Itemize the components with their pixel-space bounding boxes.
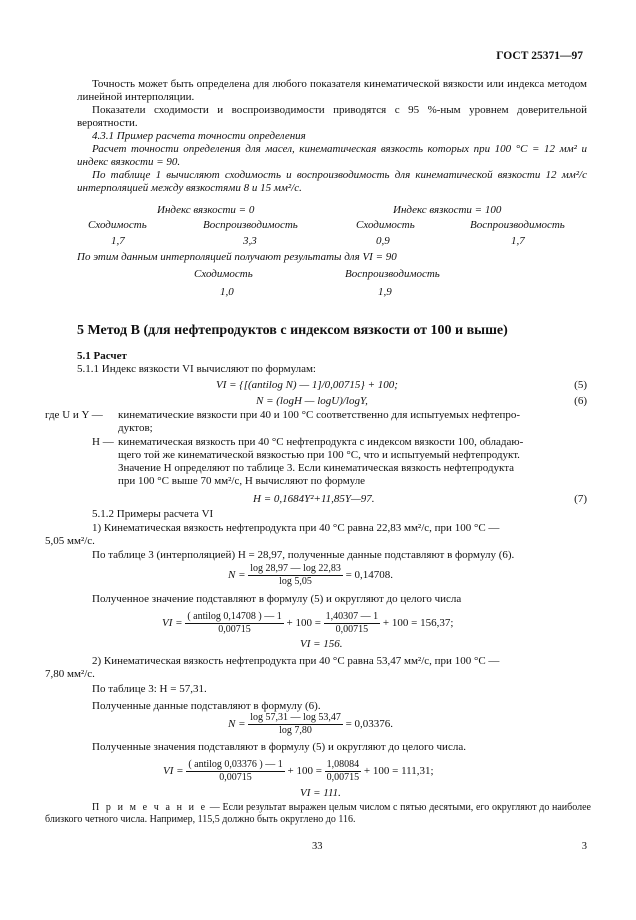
vi-fraction-2 — [325, 759, 362, 784]
section-5-1-2-heading: 5.1.2 Примеры расчета VI — [92, 508, 214, 520]
n-lhs: N = — [228, 569, 246, 582]
table-value-1: 1,7 — [111, 235, 125, 247]
note-text: — Если результат выражен целым числом с пятью десятыми, его округляют до наиболее близкого четного числа. Например, 115,5 должно быть округлено до 116. — [45, 802, 591, 825]
example-1-line-4: Полученное значение подставляют в формулу (5) и округляют до целого числа — [92, 593, 462, 605]
where-h-label: H — — [92, 436, 114, 448]
n-denominator: log 7,80 — [279, 725, 312, 736]
n-fraction — [248, 712, 343, 737]
section-4-3-1-title: 4.3.1 Пример расчета точности определения — [92, 130, 306, 142]
vi-denominator-1: 0,00715 — [218, 624, 251, 635]
section-4-3-1-para-1: Расчет точности определения для масел, кинематическая вязкость которых при 100 °С = 12 мм² и индекс вязкости = 90. — [77, 143, 587, 168]
vi-result: + 100 = 111,31; — [363, 765, 434, 778]
vi-fraction-1 — [185, 611, 283, 636]
example-2-n-formula — [228, 712, 393, 737]
result-value-reproducibility: 1,9 — [378, 286, 392, 298]
note-label: П р и м е ч а н и е — [92, 802, 208, 813]
table-header-reproducibility-1: Воспроизводимость — [203, 219, 298, 231]
table-header-reproducibility-2: Воспроизводимость — [470, 219, 565, 231]
vi-numerator-1: ( antilog 0,03376 ) — 1 — [188, 759, 283, 770]
table-value-4: 1,7 — [511, 235, 525, 247]
vi-middle: + 100 = — [286, 617, 321, 630]
section-5-1-heading: 5.1 Расчет — [77, 350, 127, 362]
vi-numerator-2: 1,40307 — 1 — [325, 611, 379, 622]
table-header-repeatability-2: Сходимость — [356, 219, 415, 231]
n-result: = 0,03376. — [345, 718, 394, 731]
n-lhs: N = — [228, 718, 246, 731]
vi-denominator-2: 0,00715 — [326, 772, 360, 783]
result-value-repeatability: 1,0 — [220, 286, 234, 298]
formula-5: VI = {[(antilog N) — 1]/0,00715} + 100; — [216, 379, 398, 391]
section-5-heading: 5 Метод В (для нефтепродуктов с индексом вязкости от 100 и выше) — [77, 323, 508, 338]
table-header-repeatability-1: Сходимость — [88, 219, 147, 231]
example-2-vi-formula — [163, 759, 434, 784]
example-2-line-3: По таблице 3: H = 57,31. — [92, 683, 207, 695]
n-result: = 0,14708. — [345, 569, 394, 582]
section-4-3-1-para-2: По таблице 1 вычисляют сходимость и воспроизводимость для кинематической вязкости 12 мм²/с интерполяцией между вязкостями 8 и 15 мм²/с. — [77, 169, 587, 194]
vi-numerator-2: 1,08084 — [326, 759, 360, 770]
formula-6-number: (6) — [574, 395, 587, 407]
where-uy-label: где U и Y — — [45, 409, 103, 421]
vi-numerator-1: ( antilog 0,14708 ) — 1 — [187, 611, 282, 622]
example-2-line-4: Полученные данные подставляют в формулу (6). — [92, 700, 321, 712]
example-1-line-2: 5,05 мм²/с. — [45, 535, 95, 547]
interpolation-text: По этим данным интерполяцией получают результаты для VI = 90 — [77, 251, 397, 263]
result-header-reproducibility: Воспроизводимость — [345, 268, 440, 280]
vi-denominator-2: 0,00715 — [335, 624, 369, 635]
where-h-line-4: при 100 °С выше 70 мм²/с, H вычисляют по формуле — [118, 475, 366, 487]
vi-result: + 100 = 156,37; — [382, 617, 454, 630]
result-header-repeatability: Сходимость — [194, 268, 253, 280]
doc-header: ГОСТ 25371—97 — [496, 50, 583, 62]
example-2-line-5: Полученные значения подставляют в формулу (5) и округляют до целого числа. — [92, 741, 466, 753]
table-value-2: 3,3 — [243, 235, 257, 247]
formula-6: N = (logH — logU)/logY, — [256, 395, 368, 407]
example-1-final: VI = 156. — [300, 638, 343, 650]
example-1-vi-formula — [162, 611, 453, 636]
vi-fraction-2 — [324, 611, 381, 636]
page-number-center: 33 — [312, 841, 323, 852]
example-2-line-2: 7,80 мм²/с. — [45, 668, 95, 680]
n-numerator: log 28,97 — log 22,83 — [250, 563, 341, 574]
formula-7-number: (7) — [574, 493, 587, 505]
where-h-line-3: Значение H определяют по таблице 3. Если кинематическая вязкость нефтепродукта — [118, 462, 515, 474]
intro-paragraph-2: Показатели сходимости и воспроизводимости приводятся с 95 %-ным уровнем доверительной вероятности. — [77, 104, 587, 129]
where-h-line-1: кинематическая вязкость при 40 °С нефтепродукта с индексом вязкости 100, обладаю- — [118, 436, 524, 448]
vi-fraction-1 — [186, 759, 284, 784]
n-denominator: log 5,05 — [279, 576, 312, 587]
intro-block — [77, 78, 587, 195]
example-1-n-formula — [228, 563, 393, 588]
vi-lhs: VI = — [162, 617, 183, 630]
example-2-line-1: 2) Кинематическая вязкость нефтепродукта при 40 °С равна 53,47 мм²/с, при 100 °С — — [92, 655, 500, 667]
n-numerator: log 57,31 — log 53,47 — [250, 712, 341, 723]
formula-7: H = 0,1684Y²+11,85Y—97. — [253, 493, 375, 505]
example-2-final: VI = 111. — [300, 787, 341, 799]
table-group-vi-0: Индекс вязкости = 0 — [157, 204, 255, 216]
intro-paragraph-1: Точность может быть определена для любого показателя кинематической вязкости или индекса методом линейной интерполяции. — [77, 78, 587, 103]
formula-5-number: (5) — [574, 379, 587, 391]
table-value-3: 0,9 — [376, 235, 390, 247]
where-uy-line-2: дуктов; — [118, 422, 153, 434]
vi-middle: + 100 = — [287, 765, 322, 778]
where-uy-line-1: кинематические вязкости при 40 и 100 °С соответственно для испытуемых нефтепро- — [118, 409, 521, 421]
table-group-vi-100: Индекс вязкости = 100 — [393, 204, 502, 216]
example-1-line-3: По таблице 3 (интерполяцией) H = 28,97, полученные данные подставляют в формулу (6). — [92, 549, 515, 561]
where-h-line-2: щего той же кинематической вязкостью при 100 °С, что и испытуемый нефтепродукт. — [118, 449, 520, 461]
example-1-line-1: 1) Кинематическая вязкость нефтепродукта при 40 °С равна 22,83 мм²/с, при 100 °С — — [92, 522, 500, 534]
section-5-1-1-text: 5.1.1 Индекс вязкости VI вычисляют по формулам: — [77, 363, 316, 375]
n-fraction — [248, 563, 343, 588]
vi-denominator-1: 0,00715 — [219, 772, 252, 783]
page-number-right: 3 — [581, 841, 587, 852]
vi-lhs: VI = — [163, 765, 184, 778]
note-block — [45, 802, 591, 826]
